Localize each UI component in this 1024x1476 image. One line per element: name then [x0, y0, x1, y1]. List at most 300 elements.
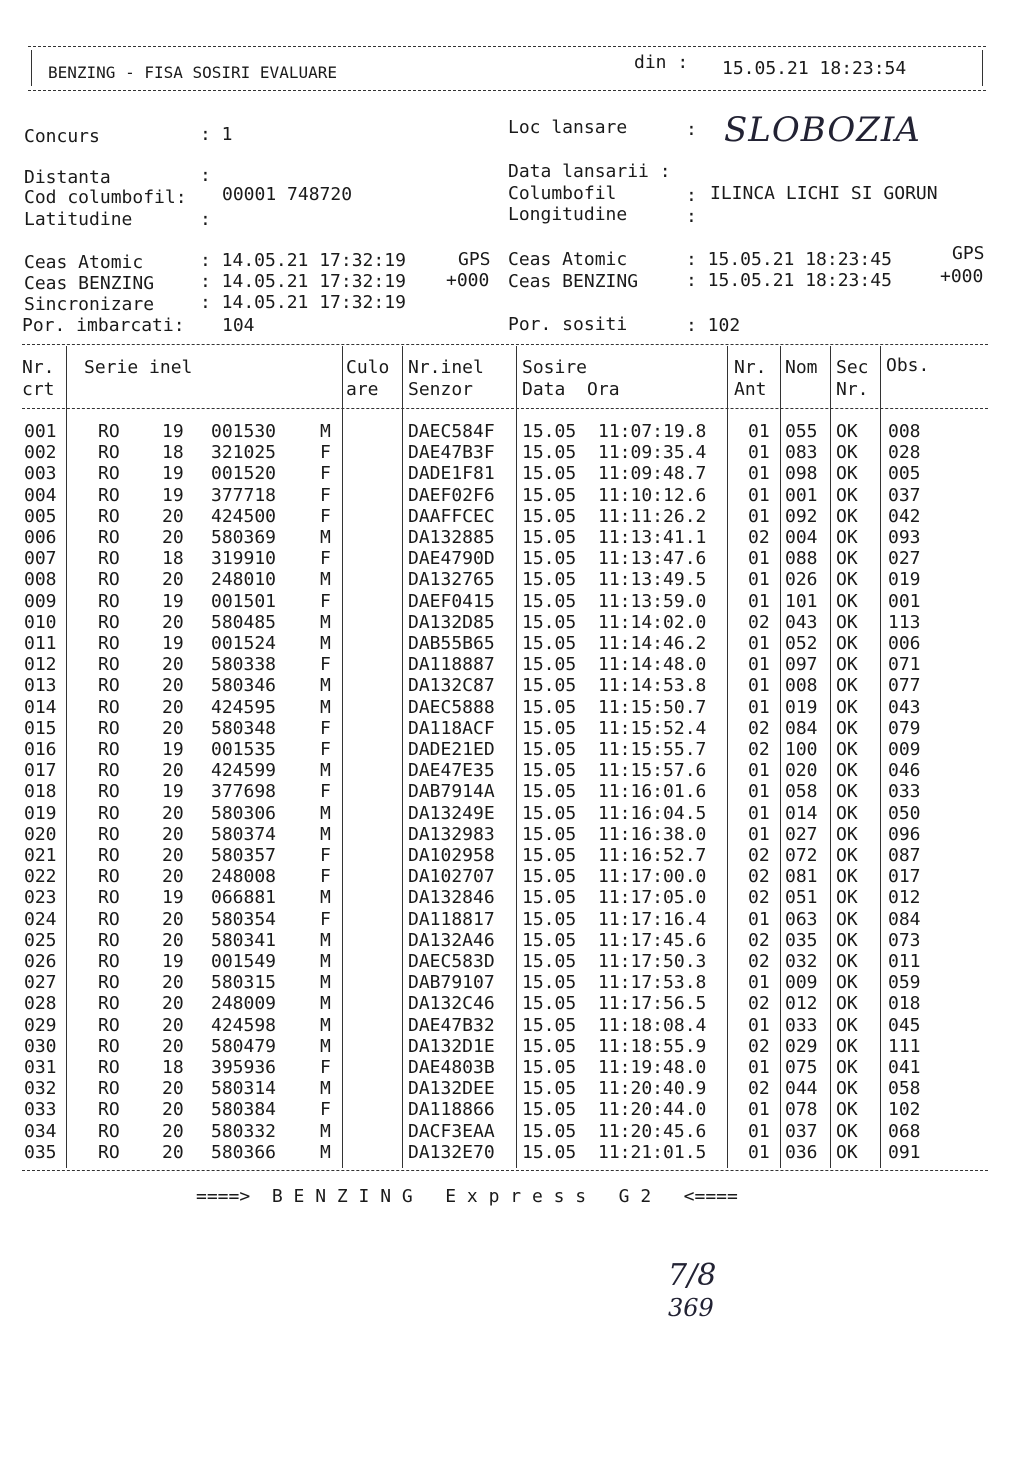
row-nr: 010	[24, 611, 57, 633]
row-obs: 071	[888, 654, 921, 676]
row-sex: F	[320, 484, 331, 506]
row-antenna: 01	[748, 421, 770, 442]
table-row	[0, 569, 1024, 590]
row-antenna: 02	[748, 993, 770, 1015]
table-row	[0, 633, 1024, 654]
row-obs: 079	[888, 717, 921, 739]
row-sec: OK	[836, 908, 858, 930]
row-time: 11:07:19.8	[598, 421, 707, 442]
row-country: RO	[98, 717, 120, 739]
columbofil-label: Columbofil	[508, 183, 617, 204]
row-time: 11:19:48.0	[598, 1057, 707, 1078]
row-chip: DADE1F81	[408, 463, 495, 485]
distanta-sep: :	[200, 165, 211, 186]
col-header-sec-2: Nr.	[836, 379, 869, 400]
row-time: 11:15:50.7	[598, 696, 707, 718]
row-ring-number: 319910	[211, 548, 277, 570]
row-date: 15.05	[522, 569, 577, 591]
row-antenna: 01	[748, 569, 770, 591]
row-sec: OK	[836, 569, 858, 591]
row-sec: OK	[836, 951, 858, 972]
row-chip: DA13249E	[408, 802, 495, 824]
row-year: 20	[162, 696, 184, 718]
row-date: 15.05	[522, 887, 577, 909]
row-nr: 033	[24, 1099, 57, 1121]
row-sex: M	[320, 633, 331, 654]
row-obs: 012	[888, 887, 921, 909]
row-ring-number: 580341	[211, 929, 277, 951]
row-sex: M	[320, 675, 331, 697]
row-sex: M	[320, 1014, 331, 1036]
row-obs: 068	[888, 1120, 921, 1142]
row-nom: 032	[785, 951, 818, 972]
row-date: 15.05	[522, 908, 577, 930]
row-obs: 046	[888, 760, 921, 782]
row-sex: F	[320, 781, 331, 803]
row-sex: M	[320, 823, 331, 845]
table-row	[0, 1015, 1024, 1036]
row-ring-number: 248009	[211, 993, 277, 1015]
row-date: 15.05	[522, 1078, 577, 1100]
row-sec: OK	[836, 1014, 858, 1036]
col-header-culoare-1: Culo	[346, 357, 390, 378]
row-antenna: 01	[748, 760, 770, 782]
row-antenna: 01	[748, 590, 770, 612]
row-nom: 084	[785, 717, 818, 739]
footer-banner: ====> B E N Z I N G E x p r e s s G 2 <====	[196, 1186, 738, 1207]
title-bottom-border	[28, 90, 986, 91]
row-ring-number: 580346	[211, 675, 277, 697]
table-row	[0, 845, 1024, 866]
row-year: 20	[162, 972, 184, 994]
row-country: RO	[98, 929, 120, 951]
row-sec: OK	[836, 739, 858, 760]
col-header-ant-2: Ant	[734, 379, 767, 400]
row-antenna: 02	[748, 845, 770, 866]
row-chip: DA132A46	[408, 929, 495, 951]
row-time: 11:21:01.5	[598, 1141, 707, 1163]
row-sec: OK	[836, 929, 858, 951]
col-header-sosire-1: Sosire	[522, 357, 588, 378]
por-sositi-value: : 102	[686, 315, 741, 336]
din-value: 15.05.21 18:23:54	[722, 58, 907, 79]
row-time: 11:14:46.2	[598, 633, 707, 654]
columbofil-value: ILINCA LICHI SI GORUN	[710, 183, 938, 204]
row-sex: F	[320, 866, 331, 888]
row-obs: 058	[888, 1078, 921, 1100]
table-row	[0, 442, 1024, 463]
sincronizare-label: Sincronizare	[24, 294, 155, 315]
row-obs: 087	[888, 845, 921, 866]
row-ring-number: 001520	[211, 463, 277, 485]
row-nr: 006	[24, 527, 57, 548]
row-date: 15.05	[522, 590, 577, 612]
row-date: 15.05	[522, 548, 577, 570]
row-chip: DAB7914A	[408, 781, 495, 803]
col-header-culoare-2: are	[346, 379, 379, 400]
row-date: 15.05	[522, 866, 577, 888]
row-nom: 035	[785, 929, 818, 951]
row-obs: 018	[888, 993, 921, 1015]
row-time: 11:20:44.0	[598, 1099, 707, 1121]
row-year: 19	[162, 739, 184, 760]
row-date: 15.05	[522, 717, 577, 739]
table-row	[0, 972, 1024, 993]
table-row	[0, 654, 1024, 675]
longitudine-sep: :	[686, 206, 697, 227]
row-date: 15.05	[522, 484, 577, 506]
row-antenna: 01	[748, 1120, 770, 1142]
columbofil-sep: :	[686, 185, 697, 206]
row-sex: M	[320, 1035, 331, 1057]
row-nom: 037	[785, 1120, 818, 1142]
row-country: RO	[98, 527, 120, 548]
row-sex: M	[320, 527, 331, 548]
row-time: 11:15:57.6	[598, 760, 707, 782]
row-date: 15.05	[522, 442, 577, 464]
row-obs: 050	[888, 802, 921, 824]
row-nom: 051	[785, 887, 818, 909]
row-chip: DAE4803B	[408, 1057, 495, 1078]
row-time: 11:13:59.0	[598, 590, 707, 612]
row-ring-number: 580338	[211, 654, 277, 676]
table-header-separator	[22, 408, 988, 409]
row-year: 20	[162, 505, 184, 527]
row-country: RO	[98, 972, 120, 994]
row-ring-number: 001524	[211, 633, 277, 654]
row-sec: OK	[836, 1057, 858, 1078]
row-country: RO	[98, 548, 120, 570]
row-sec: OK	[836, 442, 858, 464]
row-obs: 008	[888, 421, 921, 442]
row-country: RO	[98, 1057, 120, 1078]
col-header-serie-inel: Serie inel	[84, 357, 193, 378]
row-sec: OK	[836, 675, 858, 697]
row-antenna: 01	[748, 484, 770, 506]
row-year: 20	[162, 845, 184, 866]
row-obs: 102	[888, 1099, 921, 1121]
row-antenna: 01	[748, 675, 770, 697]
row-nr: 005	[24, 505, 57, 527]
row-nom: 081	[785, 866, 818, 888]
row-nr: 025	[24, 929, 57, 951]
row-antenna: 02	[748, 1078, 770, 1100]
row-country: RO	[98, 823, 120, 845]
row-country: RO	[98, 1014, 120, 1036]
row-antenna: 01	[748, 442, 770, 464]
row-year: 20	[162, 611, 184, 633]
row-year: 19	[162, 590, 184, 612]
row-sec: OK	[836, 717, 858, 739]
row-date: 15.05	[522, 760, 577, 782]
row-year: 20	[162, 908, 184, 930]
row-year: 18	[162, 442, 184, 464]
table-row	[0, 697, 1024, 718]
row-chip: DA132846	[408, 887, 495, 909]
row-obs: 084	[888, 908, 921, 930]
row-date: 15.05	[522, 505, 577, 527]
row-antenna: 01	[748, 823, 770, 845]
row-sex: F	[320, 845, 331, 866]
row-time: 11:17:16.4	[598, 908, 707, 930]
ceas-atomic-end-suffix: GPS	[952, 243, 985, 264]
row-chip: DA102707	[408, 866, 495, 888]
row-country: RO	[98, 993, 120, 1015]
row-time: 11:10:12.6	[598, 484, 707, 506]
row-chip: DAB79107	[408, 972, 495, 994]
row-sec: OK	[836, 548, 858, 570]
row-year: 19	[162, 951, 184, 972]
row-nr: 031	[24, 1057, 57, 1078]
row-obs: 041	[888, 1057, 921, 1078]
latitudine-sep: :	[200, 209, 211, 230]
row-nr: 015	[24, 717, 57, 739]
row-ring-number: 001549	[211, 951, 277, 972]
row-year: 20	[162, 1035, 184, 1057]
row-nom: 101	[785, 590, 818, 612]
row-country: RO	[98, 1120, 120, 1142]
row-year: 20	[162, 654, 184, 676]
table-row	[0, 1057, 1024, 1078]
table-row	[0, 527, 1024, 548]
row-chip: DA132E70	[408, 1141, 495, 1163]
row-antenna: 02	[748, 951, 770, 972]
row-sex: M	[320, 802, 331, 824]
por-imbarcati-value: 104	[222, 315, 255, 336]
report-title: BENZING - FISA SOSIRI EVALUARE	[48, 63, 337, 82]
row-country: RO	[98, 696, 120, 718]
row-chip: DAEC583D	[408, 951, 495, 972]
row-obs: 027	[888, 548, 921, 570]
row-ring-number: 248010	[211, 569, 277, 591]
din-label: din :	[634, 52, 689, 73]
row-date: 15.05	[522, 972, 577, 994]
row-nr: 028	[24, 993, 57, 1015]
row-time: 11:18:55.9	[598, 1035, 707, 1057]
row-date: 15.05	[522, 993, 577, 1015]
ceas-atomic-start-label: Ceas Atomic	[24, 252, 144, 273]
row-country: RO	[98, 802, 120, 824]
row-chip: DAE47E35	[408, 760, 495, 782]
row-year: 20	[162, 760, 184, 782]
cod-columbofil-value: 00001 748720	[222, 184, 353, 205]
row-chip: DAE47B32	[408, 1014, 495, 1036]
row-chip: DA132885	[408, 527, 495, 548]
row-chip: DA132C87	[408, 675, 495, 697]
row-nr: 030	[24, 1035, 57, 1057]
por-imbarcati-label: Por. imbarcati:	[22, 315, 185, 336]
row-nr: 002	[24, 442, 57, 464]
row-date: 15.05	[522, 1120, 577, 1142]
row-obs: 033	[888, 781, 921, 803]
row-country: RO	[98, 887, 120, 909]
row-chip: DAE47B3F	[408, 442, 495, 464]
row-time: 11:15:52.4	[598, 717, 707, 739]
row-nom: 014	[785, 802, 818, 824]
row-nr: 017	[24, 760, 57, 782]
col-header-inel-1: Nr.inel	[408, 357, 484, 378]
row-obs: 005	[888, 463, 921, 485]
row-nom: 075	[785, 1057, 818, 1078]
row-year: 20	[162, 1120, 184, 1142]
row-date: 15.05	[522, 463, 577, 485]
row-nr: 034	[24, 1120, 57, 1142]
row-antenna: 01	[748, 802, 770, 824]
row-year: 19	[162, 421, 184, 442]
table-row	[0, 930, 1024, 951]
row-sec: OK	[836, 972, 858, 994]
row-chip: DA132D85	[408, 611, 495, 633]
row-nom: 009	[785, 972, 818, 994]
row-sec: OK	[836, 1035, 858, 1057]
row-ring-number: 424598	[211, 1014, 277, 1036]
row-ring-number: 580348	[211, 717, 277, 739]
row-antenna: 02	[748, 866, 770, 888]
row-nom: 078	[785, 1099, 818, 1121]
row-nr: 001	[24, 421, 57, 442]
row-chip: DADE21ED	[408, 739, 495, 760]
row-chip: DA102958	[408, 845, 495, 866]
row-sec: OK	[836, 611, 858, 633]
row-country: RO	[98, 569, 120, 591]
row-nom: 055	[785, 421, 818, 442]
row-country: RO	[98, 675, 120, 697]
row-nr: 012	[24, 654, 57, 676]
row-ring-number: 580485	[211, 611, 277, 633]
row-date: 15.05	[522, 1014, 577, 1036]
row-date: 15.05	[522, 1099, 577, 1121]
row-antenna: 01	[748, 463, 770, 485]
row-ring-number: 001535	[211, 739, 277, 760]
por-sositi-label: Por. sositi	[508, 314, 628, 335]
table-row	[0, 612, 1024, 633]
row-nr: 009	[24, 590, 57, 612]
row-obs: 019	[888, 569, 921, 591]
row-antenna: 02	[748, 527, 770, 548]
row-nom: 083	[785, 442, 818, 464]
row-nom: 044	[785, 1078, 818, 1100]
row-year: 18	[162, 1057, 184, 1078]
row-country: RO	[98, 633, 120, 654]
row-obs: 006	[888, 633, 921, 654]
row-ring-number: 001501	[211, 590, 277, 612]
row-nr: 032	[24, 1078, 57, 1100]
row-chip: DAB55B65	[408, 633, 495, 654]
col-header-sosire-2: Data Ora	[522, 379, 620, 400]
row-obs: 111	[888, 1035, 921, 1057]
table-row	[0, 485, 1024, 506]
row-nr: 007	[24, 548, 57, 570]
row-nr: 018	[24, 781, 57, 803]
row-sec: OK	[836, 590, 858, 612]
row-date: 15.05	[522, 845, 577, 866]
row-sec: OK	[836, 887, 858, 909]
row-nom: 012	[785, 993, 818, 1015]
row-nom: 098	[785, 463, 818, 485]
table-row	[0, 866, 1024, 887]
row-sec: OK	[836, 781, 858, 803]
row-sex: F	[320, 908, 331, 930]
row-date: 15.05	[522, 654, 577, 676]
row-nr: 029	[24, 1014, 57, 1036]
row-year: 20	[162, 929, 184, 951]
row-ring-number: 321025	[211, 442, 277, 464]
row-sec: OK	[836, 505, 858, 527]
row-chip: DA132983	[408, 823, 495, 845]
row-nr: 035	[24, 1141, 57, 1163]
row-nom: 029	[785, 1035, 818, 1057]
row-country: RO	[98, 654, 120, 676]
col-header-sec-1: Sec	[836, 357, 869, 378]
row-nom: 008	[785, 675, 818, 697]
row-antenna: 01	[748, 908, 770, 930]
row-obs: 042	[888, 505, 921, 527]
row-nom: 026	[785, 569, 818, 591]
loc-lansare-sep: :	[686, 119, 697, 140]
row-year: 20	[162, 1014, 184, 1036]
row-date: 15.05	[522, 675, 577, 697]
row-obs: 077	[888, 675, 921, 697]
row-country: RO	[98, 484, 120, 506]
row-sex: M	[320, 760, 331, 782]
row-sex: M	[320, 972, 331, 994]
row-antenna: 01	[748, 505, 770, 527]
row-chip: DACF3EAA	[408, 1120, 495, 1142]
row-sec: OK	[836, 823, 858, 845]
col-header-nom: Nom	[785, 357, 818, 378]
table-row	[0, 421, 1024, 442]
row-obs: 091	[888, 1141, 921, 1163]
row-ring-number: 248008	[211, 866, 277, 888]
title-top-border	[28, 46, 986, 47]
row-country: RO	[98, 1099, 120, 1121]
row-nom: 058	[785, 781, 818, 803]
row-ring-number: 580384	[211, 1099, 277, 1121]
row-year: 20	[162, 569, 184, 591]
row-sex: M	[320, 421, 331, 442]
row-country: RO	[98, 590, 120, 612]
row-chip: DAEC5888	[408, 696, 495, 718]
row-chip: DA132C46	[408, 993, 495, 1015]
row-year: 20	[162, 1078, 184, 1100]
row-nr: 027	[24, 972, 57, 994]
row-nr: 021	[24, 845, 57, 866]
row-time: 11:13:47.6	[598, 548, 707, 570]
row-ring-number: 580366	[211, 1141, 277, 1163]
row-chip: DA132DEE	[408, 1078, 495, 1100]
row-nr: 019	[24, 802, 57, 824]
row-sec: OK	[836, 484, 858, 506]
row-sex: F	[320, 442, 331, 464]
row-country: RO	[98, 421, 120, 442]
row-sec: OK	[836, 654, 858, 676]
row-ring-number: 424599	[211, 760, 277, 782]
row-nr: 004	[24, 484, 57, 506]
row-sec: OK	[836, 1078, 858, 1100]
row-sex: M	[320, 887, 331, 909]
table-row	[0, 1036, 1024, 1057]
concurs-label: Concurs	[24, 126, 100, 147]
row-ring-number: 580374	[211, 823, 277, 845]
row-time: 11:17:50.3	[598, 951, 707, 972]
row-obs: 037	[888, 484, 921, 506]
row-obs: 028	[888, 442, 921, 464]
row-date: 15.05	[522, 951, 577, 972]
longitudine-label: Longitudine	[508, 204, 628, 225]
row-nom: 043	[785, 611, 818, 633]
row-time: 11:16:04.5	[598, 802, 707, 824]
row-time: 11:15:55.7	[598, 739, 707, 760]
